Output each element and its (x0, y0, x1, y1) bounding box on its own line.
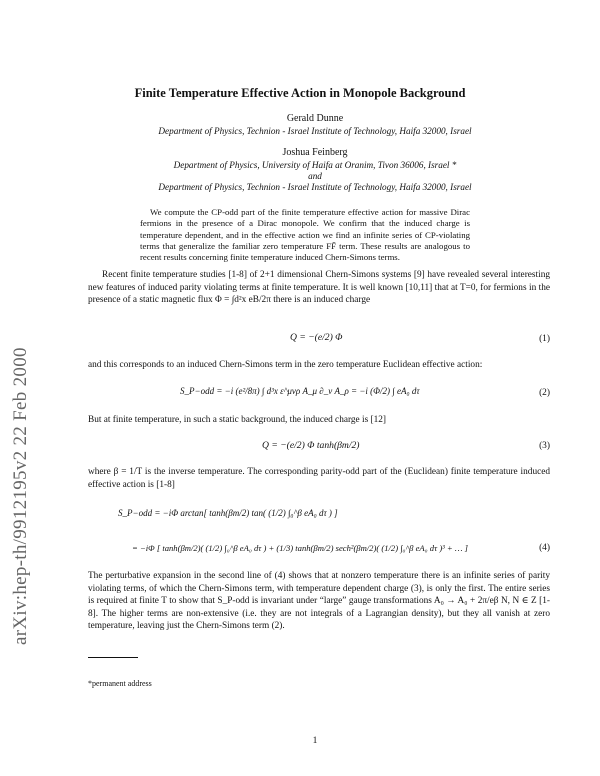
author-affiliation: Department of Physics, University of Haifa at Oranim, Tivon 36006, Israel * (173, 160, 457, 170)
page-number: 1 (312, 736, 318, 746)
equation-number: (4) (539, 543, 550, 553)
paragraph: where β = 1/T is the inverse temperature. The corresponding parity-odd part of the (Euclidean) finite temperature induced effective action is [1-8] (88, 467, 550, 490)
equation: S_P−odd = −i (e²/8π) ∫ d³x ε^μνρ A_μ ∂_ν A_ρ = −i (Φ/2) ∫ eA₀ dτ (180, 386, 420, 396)
equation: S_P−odd = −iΦ arctan[ tanh(βm/2) tan( (1/2) ∫₀^β eA₀ dτ ) ] (118, 508, 338, 518)
paragraph: The perturbative expansion in the second line of (4) shows that at nonzero temperature there is an infinite series of parity violating terms, of which the Chern-Simons term, with temperature dependent charge (3), is only the first. The entire series is required at finite T to show that S_P-odd is invariant under “large” gauge transformations A₀ → A₀ + 2π/eβ N, N ∈ Z [1-8]. The higher terms are non-extensive (i.e. they are not integrals of a Lagrangian density), but they all vanish at zero temperature, leaving just the Chern-Simons term (2). (88, 571, 550, 632)
arxiv-identifier: arXiv:hep-th/9912195v2 22 Feb 2000 (10, 347, 31, 645)
equation-number: (3) (539, 441, 550, 451)
equation: = −iΦ [ tanh(βm/2)( (1/2) ∫₀^β eA₀ dτ ) + (1/3) tanh(βm/2) sech²(βm/2)( (1/2) ∫₀^β eA₀ dτ )³ + … ] (132, 543, 468, 553)
paper-title: Finite Temperature Effective Action in Monopole Background (134, 86, 466, 100)
equation-number: (2) (539, 388, 550, 398)
equation-number: (1) (539, 334, 550, 344)
paragraph: Recent finite temperature studies [1-8] of 2+1 dimensional Chern-Simons systems [9] have revealed several interesting new features of induced parity violating terms at finite temperature. It is well known [10,11] that at T=0, for fermions in the presence of a static magnetic flux Φ = ∫d²x eB/2π there is an induced charge (88, 270, 550, 306)
affiliation-conjunction: and (308, 171, 322, 181)
author-affiliation: Department of Physics, Technion - Israel Institute of Technology, Haifa 32000, Israel (158, 182, 472, 192)
paragraph: But at finite temperature, in such a static background, the induced charge is [12] (88, 415, 387, 425)
author-name: Gerald Dunne (286, 113, 344, 124)
author-affiliation: Department of Physics, Technion - Israel Institute of Technology, Haifa 32000, Israel (158, 126, 472, 136)
equation: Q = −(e/2) Φ (290, 332, 343, 343)
equation: Q = −(e/2) Φ tanh(βm/2) (262, 440, 360, 451)
abstract: We compute the CP-odd part of the finite temperature effective action for massive Dirac fermions in the presence of a Dirac monopole. We confirm that the induced charge is temperature dependent, and in the effective action we find an infinite series of CP-violating terms that generalize the familiar zero temperature FF̃ term. These results are analogous to recent results concerning finite temperature induced Chern-Simons terms. (140, 207, 470, 263)
footnote-rule (88, 657, 138, 658)
author-name: Joshua Feinberg (282, 147, 348, 158)
paragraph: and this corresponds to an induced Chern-Simons term in the zero temperature Euclidean effective action: (88, 360, 483, 370)
footnote: *permanent address (88, 679, 152, 688)
